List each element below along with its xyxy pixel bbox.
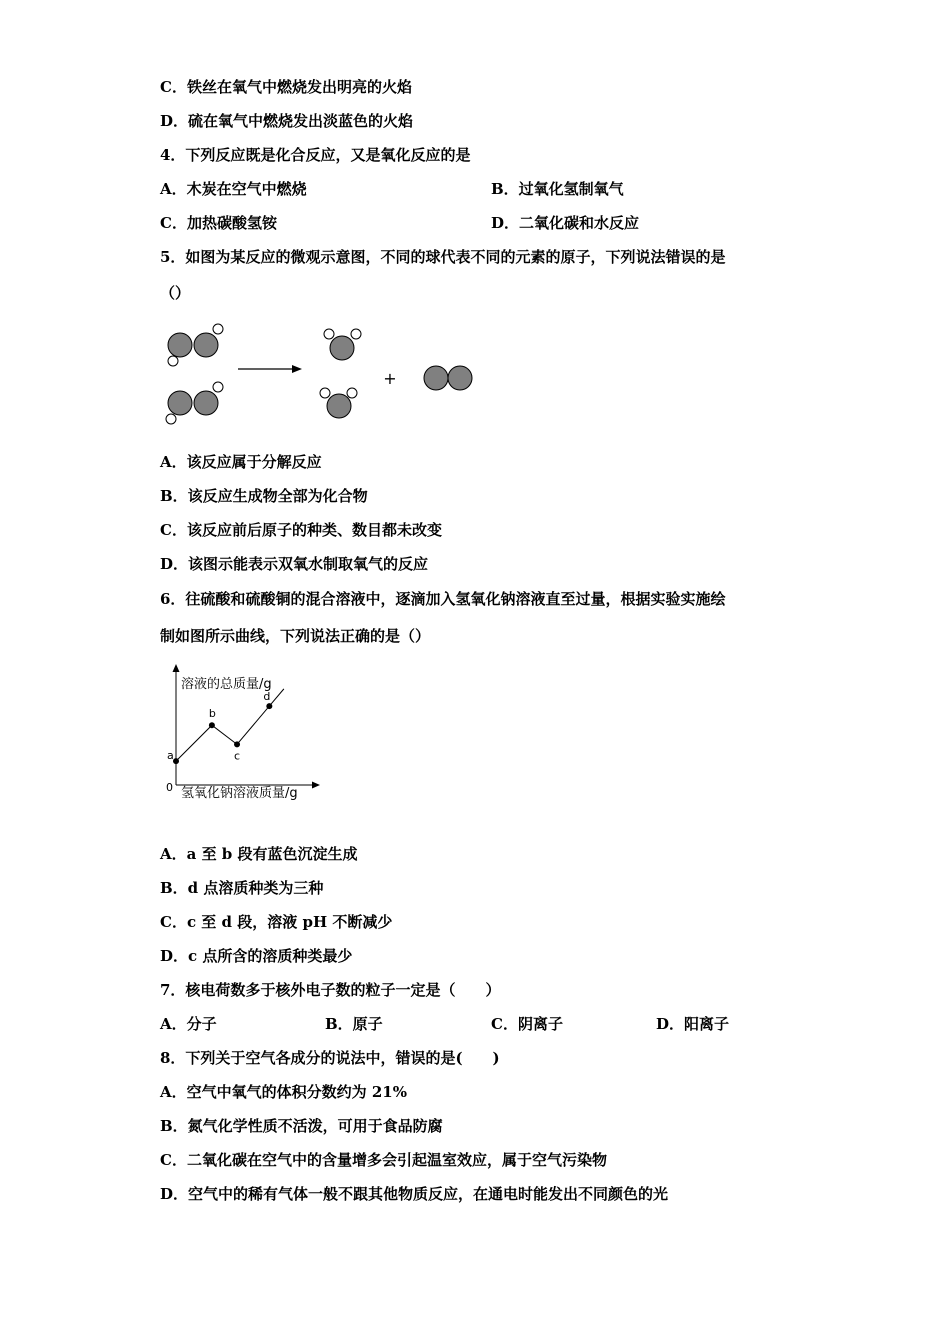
- q7-option-a: A．分子: [160, 1015, 217, 1033]
- q6-option-a: A．a 至 b 段有蓝色沉淀生成: [160, 845, 358, 863]
- q5-option-d: D．该图示能表示双氧水制取氧气的反应: [160, 555, 429, 573]
- x-axis-arrow: [312, 782, 320, 789]
- x-axis-label: 氢氧化钠溶液质量/g: [181, 786, 298, 801]
- reaction-diagram: [160, 318, 490, 428]
- reactant-molecule-bottom: [166, 382, 223, 424]
- plus-sign: +: [383, 369, 397, 388]
- point-d: [266, 703, 272, 709]
- curve-line: [176, 706, 269, 761]
- q6-stem-line2: 制如图所示曲线，下列说法正确的是（）: [160, 627, 431, 645]
- q7-option-c: C．阴离子: [491, 1015, 563, 1033]
- q4-stem: 4．下列反应既是化合反应，又是氧化反应的是: [160, 146, 471, 164]
- q8-stem: 8．下列关于空气各成分的说法中，错误的是( ): [160, 1049, 500, 1067]
- q7-option-d: D．阳离子: [656, 1015, 730, 1033]
- q7-stem: 7．核电荷数多于核外电子数的粒子一定是（ ）: [160, 981, 501, 999]
- q5-option-c: C．该反应前后原子的种类、数目都未改变: [160, 521, 442, 539]
- q5-option-a: A．该反应属于分解反应: [160, 453, 322, 471]
- point-label-b: b: [208, 707, 216, 721]
- q6-option-d: D．c 点所含的溶质种类最少: [160, 947, 353, 965]
- q8-option-d: D．空气中的稀有气体一般不跟其他物质反应，在通电时能发出不同颜色的光: [160, 1185, 669, 1203]
- q6-stem-line1: 6．往硫酸和硫酸铜的混合溶液中，逐滴加入氢氧化钠溶液直至过量，根据实验实施绘: [160, 590, 726, 608]
- q4-option-b: B．过氧化氢制氧气: [491, 180, 624, 198]
- q6-option-c: C．c 至 d 段，溶液 pH 不断减少: [160, 913, 393, 931]
- y-axis-label: 溶液的总质量/g: [181, 677, 272, 692]
- point-label-a: a: [167, 749, 174, 763]
- q4-option-d: D．二氧化碳和水反应: [491, 214, 640, 232]
- q6-option-b: B．d 点溶质种类为三种: [160, 879, 324, 897]
- product-oxygen-molecule: [424, 366, 472, 390]
- product-water-molecule-top: [324, 329, 361, 360]
- point-label-c: c: [234, 749, 241, 763]
- origin-label: 0: [166, 781, 173, 794]
- q8-option-a: A．空气中氧气的体积分数约为 21%: [160, 1083, 407, 1101]
- reaction-arrow: [238, 365, 302, 373]
- y-axis-arrow: [173, 664, 180, 672]
- reactant-molecule-top: [168, 324, 223, 366]
- q8-option-b: B．氮气化学性质不活泼，可用于食品防腐: [160, 1117, 443, 1135]
- point-a: [173, 758, 179, 764]
- q4-option-c: C．加热碳酸氢铵: [160, 214, 277, 232]
- q3-option-c: C．铁丝在氧气中燃烧发出明亮的火焰: [160, 78, 412, 96]
- q4-option-a: A．木炭在空气中燃烧: [160, 180, 307, 198]
- q5-stem-line1: 5．如图为某反应的微观示意图，不同的球代表不同的元素的原子，下列说法错误的是: [160, 248, 726, 266]
- q8-option-c: C．二氧化碳在空气中的含量增多会引起温室效应，属于空气污染物: [160, 1151, 607, 1169]
- point-c: [234, 741, 240, 747]
- q3-option-d: D．硫在氧气中燃烧发出淡蓝色的火焰: [160, 112, 414, 130]
- point-label-d: d: [263, 690, 271, 704]
- point-b: [209, 722, 215, 728]
- q5-stem-line2: （）: [160, 284, 191, 302]
- mass-curve-chart: [160, 660, 330, 810]
- q7-option-b: B．原子: [325, 1015, 383, 1033]
- product-water-molecule-bottom: [320, 388, 357, 418]
- q5-option-b: B．该反应生成物全部为化合物: [160, 487, 368, 505]
